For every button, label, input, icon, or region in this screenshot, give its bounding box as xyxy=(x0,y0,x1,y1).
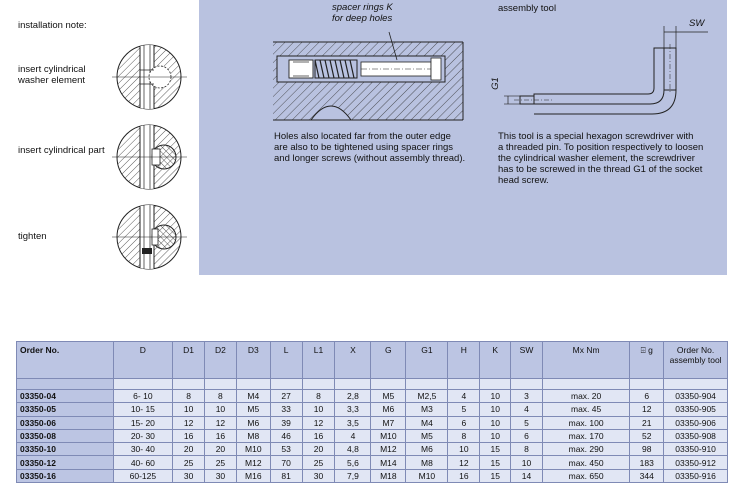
table-cell: 10 xyxy=(480,403,511,416)
col-h: H xyxy=(448,342,480,379)
table-cell: 6 xyxy=(630,390,664,403)
table-cell: M14 xyxy=(371,456,406,469)
table-cell: 7,9 xyxy=(335,469,371,482)
table-cell: 27 xyxy=(270,390,302,403)
col-l1: L1 xyxy=(302,342,335,379)
table-cell: 30 xyxy=(302,469,335,482)
col-mx-nm: Mx Nm xyxy=(542,342,629,379)
table-row xyxy=(17,390,728,403)
table-cell: 60-125 xyxy=(113,469,173,482)
table-body xyxy=(17,379,728,483)
holes-text-3: and longer screws (without assembly thread). xyxy=(274,153,466,164)
tool-text-1: This tool is a special hexagon screwdriver with xyxy=(498,131,694,142)
table-cell: M8 xyxy=(236,429,270,442)
col-g1: G1 xyxy=(406,342,448,379)
table-row xyxy=(17,429,728,442)
table-cell: 8 xyxy=(205,390,237,403)
table-cell: 25 xyxy=(173,456,205,469)
table-cell: 20 xyxy=(173,443,205,456)
table-cell: 03350-916 xyxy=(664,469,728,482)
table-cell: max. 290 xyxy=(542,443,629,456)
col-x: X xyxy=(335,342,371,379)
table-cell: M6 xyxy=(406,443,448,456)
table-row xyxy=(17,456,728,469)
table-cell: 8 xyxy=(448,429,480,442)
table-cell: M12 xyxy=(371,443,406,456)
table-cell: 20 xyxy=(205,443,237,456)
col-weight: ⌹ g xyxy=(630,342,664,379)
table-cell: 10 xyxy=(173,403,205,416)
table-cell: 30 xyxy=(205,469,237,482)
order-no-cell: 03350-16 xyxy=(17,469,114,482)
table-cell: max. 650 xyxy=(542,469,629,482)
table-cell: 8 xyxy=(302,390,335,403)
table-cell: 25 xyxy=(302,456,335,469)
assembly-tool-title: assembly tool xyxy=(498,3,557,14)
table-cell: 03350-905 xyxy=(664,403,728,416)
table-cell: 5,6 xyxy=(335,456,371,469)
table-cell: 15- 20 xyxy=(113,416,173,429)
table-cell: 15 xyxy=(480,456,511,469)
table-cell: 46 xyxy=(270,429,302,442)
step-2-diagram xyxy=(112,120,187,195)
table-cell: M12 xyxy=(236,456,270,469)
g1-dimension-label: G1 xyxy=(489,77,501,90)
tool-text-4: has to be screwed in the thread G1 of the socket xyxy=(498,164,703,175)
sw-dimension-label: SW xyxy=(689,18,705,29)
table-cell: max. 450 xyxy=(542,456,629,469)
table-cell: 16 xyxy=(205,429,237,442)
table-cell: 12 xyxy=(630,403,664,416)
table-cell: 20 xyxy=(302,443,335,456)
table-cell: 10 xyxy=(480,416,511,429)
table-cell: 10 xyxy=(511,456,543,469)
table-cell: 10 xyxy=(302,403,335,416)
table-cell: 30- 40 xyxy=(113,443,173,456)
assembly-tool-drawing xyxy=(494,18,724,128)
order-no-cell: 03350-06 xyxy=(17,416,114,429)
table-cell: max. 170 xyxy=(542,429,629,442)
tool-text-5: head screw. xyxy=(498,175,549,186)
col-assembly-tool: Order No. assembly tool xyxy=(664,342,728,379)
table-cell: M6 xyxy=(371,403,406,416)
table-cell: 33 xyxy=(270,403,302,416)
table-cell: 10 xyxy=(480,429,511,442)
installation-steps xyxy=(0,0,200,275)
table-cell: 03350-906 xyxy=(664,416,728,429)
table-cell: 16 xyxy=(448,469,480,482)
table-cell: 4 xyxy=(335,429,371,442)
table-cell: 03350-908 xyxy=(664,429,728,442)
table-cell: 12 xyxy=(448,456,480,469)
table-cell: 6 xyxy=(511,429,543,442)
table-cell: max. 45 xyxy=(542,403,629,416)
table-cell: 12 xyxy=(205,416,237,429)
table-cell: 03350-912 xyxy=(664,456,728,469)
order-no-cell: 03350-05 xyxy=(17,403,114,416)
order-no-cell: 03350-04 xyxy=(17,390,114,403)
order-no-cell: 03350-08 xyxy=(17,429,114,442)
table-cell: 183 xyxy=(630,456,664,469)
step-label-1: insert cylindrical washer element xyxy=(18,64,86,86)
table-cell: 39 xyxy=(270,416,302,429)
table-cell: 21 xyxy=(630,416,664,429)
table-cell: 25 xyxy=(205,456,237,469)
table-cell: 6- 10 xyxy=(113,390,173,403)
tool-text-3: the cylindrical washer element, the screwdriver xyxy=(498,153,695,164)
table-cell: 70 xyxy=(270,456,302,469)
table-cell: 15 xyxy=(480,443,511,456)
table-cell: 3,5 xyxy=(335,416,371,429)
step-label-3: tighten xyxy=(18,231,47,242)
step-label-2: insert cylindrical part xyxy=(18,145,105,156)
order-no-cell: 03350-12 xyxy=(17,456,114,469)
table-cell: 3,3 xyxy=(335,403,371,416)
table-cell: M6 xyxy=(236,416,270,429)
step-1-diagram xyxy=(112,40,187,115)
table-cell: 4 xyxy=(448,390,480,403)
table-cell: 30 xyxy=(173,469,205,482)
table-cell: 6 xyxy=(448,416,480,429)
table-cell: 16 xyxy=(173,429,205,442)
col-g: G xyxy=(371,342,406,379)
col-d2: D2 xyxy=(205,342,237,379)
table-cell: 4 xyxy=(511,403,543,416)
table-cell: 5 xyxy=(511,416,543,429)
table-row xyxy=(17,416,728,429)
table-cell: 20- 30 xyxy=(113,429,173,442)
table-cell: 52 xyxy=(630,429,664,442)
spacer-rings-label-1: spacer rings K xyxy=(332,2,393,13)
table-cell: 81 xyxy=(270,469,302,482)
step-3-diagram xyxy=(112,200,187,275)
table-cell: 16 xyxy=(302,429,335,442)
table-cell: 15 xyxy=(480,469,511,482)
table-cell: 5 xyxy=(448,403,480,416)
table-cell: 344 xyxy=(630,469,664,482)
col-d: D xyxy=(113,342,173,379)
table-row xyxy=(17,443,728,456)
table-cell: M18 xyxy=(371,469,406,482)
table-cell: 98 xyxy=(630,443,664,456)
col-l: L xyxy=(270,342,302,379)
holes-text-1: Holes also located far from the outer edge xyxy=(274,131,451,142)
table-cell: 10 xyxy=(205,403,237,416)
table-cell: M16 xyxy=(236,469,270,482)
table-cell: 10 xyxy=(448,443,480,456)
table-cell: max. 20 xyxy=(542,390,629,403)
col-k: K xyxy=(480,342,511,379)
table-cell: M5 xyxy=(371,390,406,403)
table-cell: M5 xyxy=(236,403,270,416)
table-cell: 12 xyxy=(173,416,205,429)
table-cell: max. 100 xyxy=(542,416,629,429)
table-cell: M2,5 xyxy=(406,390,448,403)
tool-text-2: a threaded pin. To position respectively to loosen xyxy=(498,142,704,153)
table-row xyxy=(17,403,728,416)
table-cell: 10 xyxy=(480,390,511,403)
table-cell: 12 xyxy=(302,416,335,429)
table-cell: 3 xyxy=(511,390,543,403)
installation-note-heading: installation note: xyxy=(18,20,87,31)
table-cell: 40- 60 xyxy=(113,456,173,469)
specs-table xyxy=(16,341,728,483)
table-cell: M10 xyxy=(406,469,448,482)
holes-text-2: are also to be tightened using spacer rings xyxy=(274,142,454,153)
table-cell: M4 xyxy=(406,416,448,429)
table-spacer-row xyxy=(17,379,728,390)
table-cell: M5 xyxy=(406,429,448,442)
col-d3: D3 xyxy=(236,342,270,379)
table-cell: M10 xyxy=(236,443,270,456)
table-cell: 03350-910 xyxy=(664,443,728,456)
order-no-cell: 03350-10 xyxy=(17,443,114,456)
table-cell: M3 xyxy=(406,403,448,416)
table-header-row xyxy=(17,342,728,379)
specs-table-container xyxy=(16,341,728,483)
table-cell: M7 xyxy=(371,416,406,429)
col-d1: D1 xyxy=(173,342,205,379)
table-cell: 2,8 xyxy=(335,390,371,403)
table-cell: 14 xyxy=(511,469,543,482)
info-panel xyxy=(199,0,727,275)
table-cell: M10 xyxy=(371,429,406,442)
table-cell: M4 xyxy=(236,390,270,403)
table-cell: 03350-904 xyxy=(664,390,728,403)
col-order-no: Order No. xyxy=(17,342,114,379)
col-sw: SW xyxy=(511,342,543,379)
table-cell: 8 xyxy=(173,390,205,403)
spacer-rings-label-2: for deep holes xyxy=(332,13,393,24)
table-cell: 8 xyxy=(511,443,543,456)
table-cell: 53 xyxy=(270,443,302,456)
table-cell: 4,8 xyxy=(335,443,371,456)
spacer-rings-drawing xyxy=(271,22,471,122)
table-cell: M8 xyxy=(406,456,448,469)
table-row xyxy=(17,469,728,482)
table-cell: 10- 15 xyxy=(113,403,173,416)
